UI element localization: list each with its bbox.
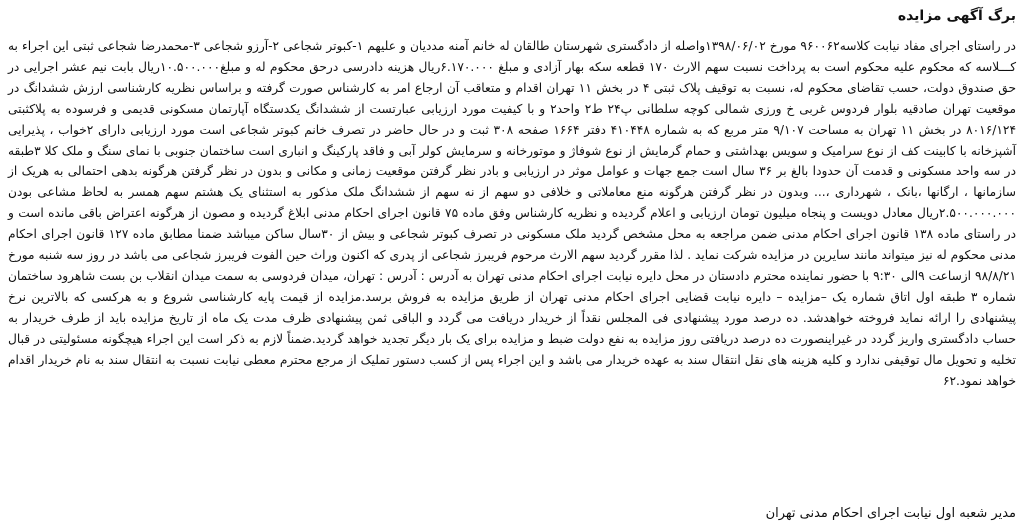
auction-notice [8, 6, 1016, 523]
notice-signature: مدیر شعبه اول نیابت اجرای احکام مدنی تهران [765, 506, 1016, 521]
notice-body: در راستای اجرای مفاد نیابت کلاسه۹۶۰۰۶۲ مورخ ۱۳۹۸/۰۶/۰۲واصله از دادگستری شهرستان طالقان له خانم آمنه مددیان و علیهم ۱-کبوتر شجاعی ۲-آرزو شجاعی ۳-محمدرضا شجاعی ثبتی این اجراء به کـــلاسه که محکوم علیه محکوم است به پرداخت نسبت سهم الارث ۱۷۰ قطعه سکه بهار آزادی و مبلغ ۶.۱۷۰.۰۰۰ریال هزینه دادرسی درحق محکوم له و مبلغ۱۰.۵۰۰.۰۰۰ریال بابت نیم عشر اجرایی در حق صندوق دولت، حسب تقاضای محکوم له، نسبت به توقیف پلاک ثبتی ۴ در بخش ۱۱ تهران اقدام و متعاقب آن ارجاع امر به کارشناس صورت گرفته و براساس نظریه کارشناسی ارزش ششدانگ در موقعیت تهران صادقیه بلوار فردوس غربی خ ورزی شمالی کوچه سلطانی پ۲۴ ط۲ واحد۲ و با کیفیت مورد ارزیابی عبارتست از ششدانگ یکدستگاه آپارتمان مسکونی قدیمی و فرسوده به پلاکثبتی ۸۰۱۶/۱۲۴ در بخش ۱۱ تهران به مساحت ۹/۱۰۷ متر مربع که به شماره ۴۱۰۴۴۸ دفتر ۱۶۶۴ صفحه ۳۰۸ ثبت و در حال حاضر در تصرف خانم کبوتر شجاعی است مورد ارزیابی دارای ۲خواب ، پذیرایی آشپزخانه با کابینت کف از نوع سرامیک و سویس بهداشتی و حمام گرمایش از نوع شوفاژ و موتورخانه و سرمایش کولر آبی و فاقد پارکینگ و انباری است ساختمان جنوبی با نمای سنگ و ملک کلا ۳طبقه در سه واحد مسکونی و قدمت آن حدودا بالغ بر ۳۶ سال است جمع جهات و عوامل موثر در ارزیابی و بادر نظر گرفتن موقعیت زمانی و مکانی و بدون در نظر گرفتن هرگونه بدهی احتمالی به هریک از سازمانها ، ارگانها ،بانک ، شهرداری ،... وبدون در نظر گرفتن هرگونه منع معاملاتی و خلافی دو سهم از نه سهم از ششدانگ ملک مذکور به استثنای یک هشتم سهم همسر به لحاظ مشاعی بودن ۲.۵۰۰.۰۰۰.۰۰۰ریال معادل دویست و پنجاه میلیون تومان ارزیابی و اعلام گردیده و نظریه کارشناس وفق ماده ۷۵ قانون اجرای احکام مدنی ابلاغ گردیده و مصون از هرگونه اعتراض باقی مانده است و در راستای ماده ۱۳۸ قانون اجرای احکام مدنی ضمن مراجعه به محل مشخص گردید ملک مسکونی در تصرف کبوتر شجاعی و بیش از ۳۰سال ساکن میباشد ضمنا مطابق ماده ۱۲۷ قانون اجرای احکام مدنی محکوم له نیز میتواند مانند سایرین در مزایده شرکت نماید . لذا مقرر گردید سهم الارث مرحوم فریبرز شجاعی از پدری که اکنون وراث حین الفوت فریبرز شجاعی می باشد در روز سه شنبه مورخ ۹۸/۸/۲۱ ازساعت ۹الی ۹:۳۰ با حضور نماینده محترم دادستان در محل دایره نیابت اجرای احکام مدنی تهران به آدرس : آدرس : تهران، میدان فردوسی به سمت میدان انقلاب بن بست شاهرود ساختمان شماره ۳ طبقه اول اتاق شماره یک –مزایده – دایره نیابت قضایی اجرای احکام مدنی تهران از طریق مزایده به فروش برسد.مزایده از قیمت پایه کارشناسی شروع و به هرکسی که بالاترین نرخ پیشنهادی را ارائه نماید فروخته خواهدشد. ده درصد مورد پیشنهادی فی المجلس نقداً از خریدار دریافت می گردد و الباقی ثمن پیشنهادی ظرف مدت یک ماه از تاریخ مزایده باید از طرف خریدار به حساب دادگستری واریز گردد در غیراینصورت ده درصد دریافتی روز مزایده به نفع دولت ضبط و مزایده برای یک بار دیگر تجدید خواهد گردید.ضمناً لازم به ذکر است این اجراء هیچگونه مسئولیتی در قبال تخلیه و تحویل مال توقیفی ندارد و کلیه هزینه های نقل انتقال سند به عهده خریدار می باشد و این اجراء پس از کسب دستور تملیک از مرجع محترم معطی نیابت نسبت به انتقال سند به نام خریدار اقدام خواهد نمود.۶۲ [8, 39, 1017, 388]
notice-title: برگ آگهی مزایده [897, 8, 1016, 24]
